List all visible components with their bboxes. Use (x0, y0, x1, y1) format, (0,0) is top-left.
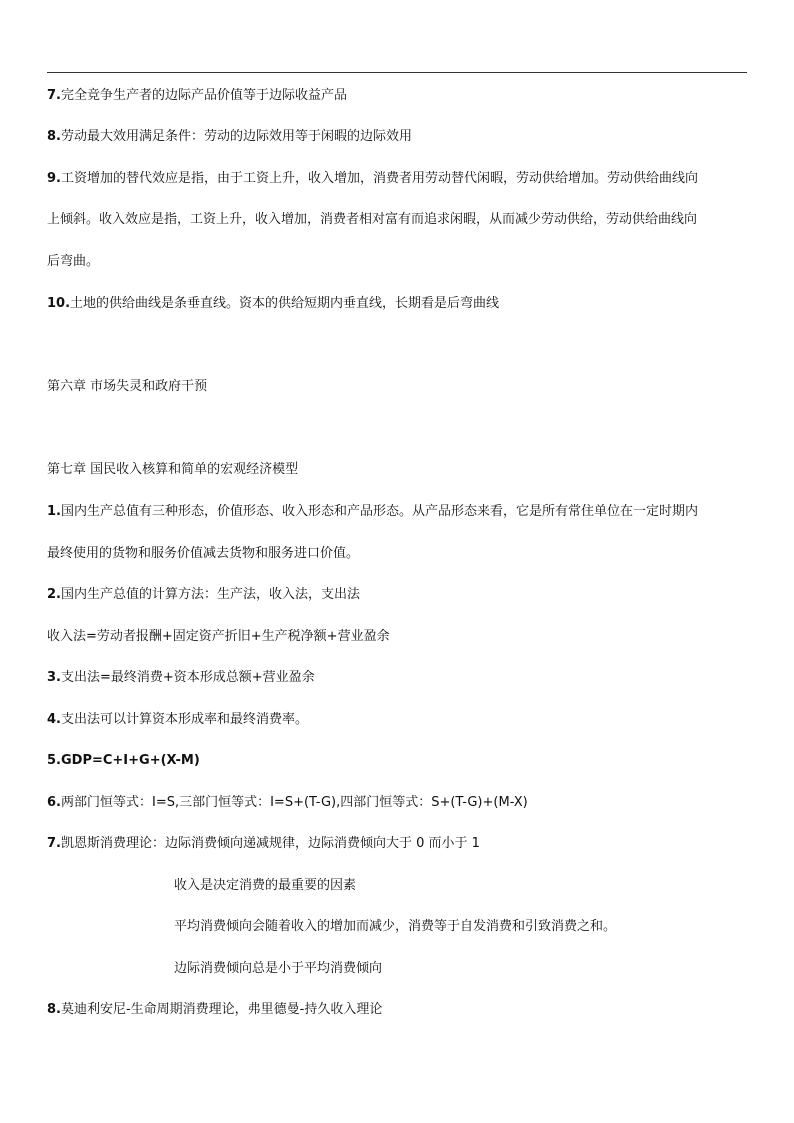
list-item-3-expenditure-method: 3.支出法=最终消费+资本形成总额+营业盈余 (47, 670, 315, 685)
list-item-6-identities: 6.两部门恒等式：I=S,三部门恒等式：I=S+(T-G),四部门恒等式：S+(T-G)+(M-X) (47, 795, 528, 810)
list-item-4-capital-formation: 4.支出法可以计算资本形成率和最终消费率。 (47, 712, 308, 727)
header-rule (47, 72, 747, 73)
paragraph-continuation: 后弯曲。 (47, 254, 100, 269)
indented-point: 平均消费倾向会随着收入的增加而减少，消费等于自发消费和引致消费之和。 (174, 919, 617, 934)
list-item-9-substitution-effect: 9.工资增加的替代效应是指，由于工资上升，收入增加，消费者用劳动替代闲暇，劳动供给增加。劳动供给曲线向 (47, 171, 698, 186)
list-item-1-gdp-forms: 1.国内生产总值有三种形态，价值形态、收入形态和产品形态。从产品形态来看，它是所有常住单位在一定时期内 (47, 504, 698, 519)
chapter-heading-7: 第七章 国民收入核算和简单的宏观经济模型 (47, 462, 299, 477)
list-item-2-gdp-methods: 2.国内生产总值的计算方法：生产法，收入法，支出法 (47, 587, 360, 602)
list-item-7-marginal-product: 7.完全竞争生产者的边际产品价值等于边际收益产品 (47, 88, 347, 103)
list-item-8-labor-utility: 8.劳动最大效用满足条件：劳动的边际效用等于闲暇的边际效用 (47, 129, 412, 144)
list-item-7-keynes-theory: 7.凯恩斯消费理论：边际消费倾向递减规律，边际消费倾向大于 0 而小于 1 (47, 836, 480, 851)
list-item-8-consumption-theories: 8.莫迪利安尼-生命周期消费理论，弗里德曼-持久收入理论 (47, 1002, 383, 1017)
chapter-heading-6: 第六章 市场失灵和政府干预 (47, 379, 208, 394)
indented-point: 收入是决定消费的最重要的因素 (174, 878, 357, 893)
indented-point: 边际消费倾向总是小于平均消费倾向 (174, 961, 383, 976)
paragraph-continuation: 最终使用的货物和服务价值减去货物和服务进口价值。 (47, 546, 360, 561)
paragraph-continuation: 上倾斜。收入效应是指，工资上升，收入增加，消费者相对富有而追求闲暇，从而减少劳动供给，劳动供给曲线向 (47, 212, 698, 227)
list-item-5-gdp-formula: 5.GDP=C+I+G+(X-M) (47, 753, 200, 768)
list-item-10-land-supply: 10.土地的供给曲线是条垂直线。资本的供给短期内垂直线，长期看是后弯曲线 (47, 296, 500, 311)
income-method-formula: 收入法=劳动者报酬+固定资产折旧+生产税净额+营业盈余 (47, 629, 390, 644)
